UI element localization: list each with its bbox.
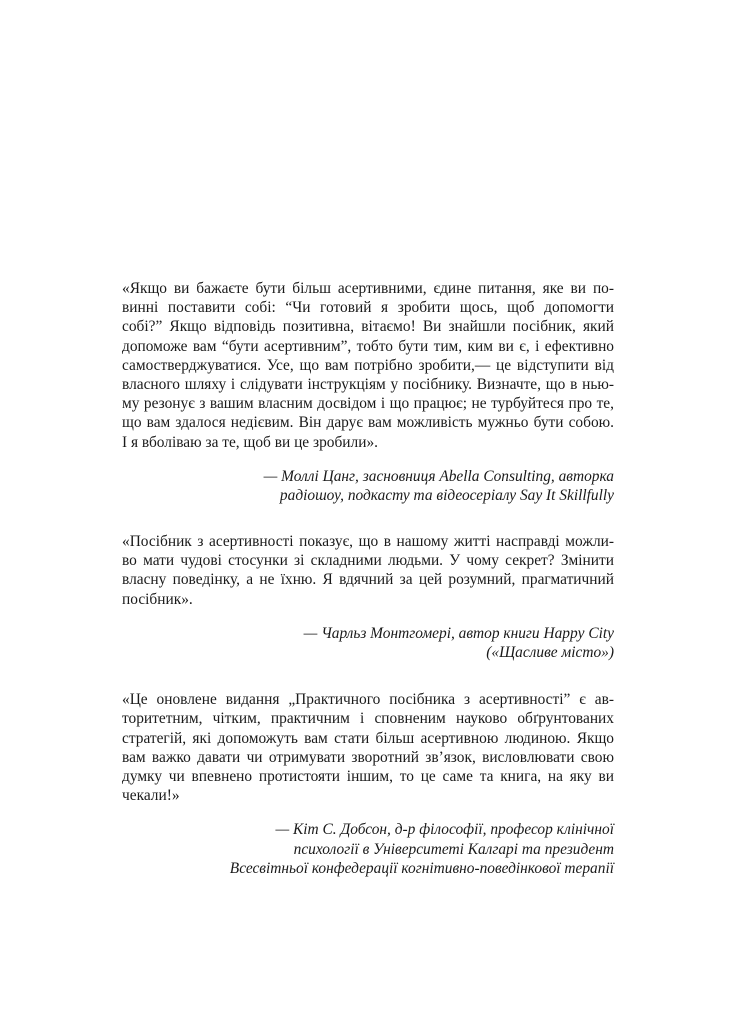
quote-line: торитетним, чітким, практичним і сповненим науково обґрунтованих: [122, 710, 614, 728]
quote-line: власну поведінку, а не їхню. Я вдячний за цей розумний, прагматичний: [122, 571, 614, 589]
quote-line: думку чи впевнено протистояти іншим, то це саме та книга, на яку ви: [122, 767, 614, 785]
attribution-line: Всесвітньої конфедерації когнітивно-поведінкової терапії: [229, 859, 614, 877]
quote-line: чекали!»: [122, 787, 180, 805]
quote-line: «Це оновлене видання „Практичного посібника з асертивності” є ав-: [122, 691, 614, 709]
testimonial-3: [122, 690, 614, 878]
quote-line: посібник».: [122, 590, 193, 608]
quote-line: винні поставити собі: “Чи готовий я зробити щось, щоб допомогти: [122, 299, 614, 317]
quote-line: стратегій, які допоможуть вам стати більш асертивною людиною. Якщо: [122, 729, 614, 747]
testimonial-attribution: [122, 820, 614, 878]
spacer: [122, 505, 614, 532]
attribution-line: радіошоу, подкасту та відеосеріалу Say It Skillfully: [279, 486, 614, 504]
quote-line: що вам здалося недієвим. Він дарує вам можливість мужньо бути собою.: [122, 414, 614, 432]
attribution-line: — Моллі Цанг, засновниця Abella Consulting, авторка: [263, 467, 614, 485]
testimonial-2: [122, 532, 614, 662]
quote-line: допоможе вам “бути асертивним”, тобто бути тим, ким ви є, і ефективно: [122, 337, 614, 355]
quote-line: собі?” Якщо відповідь позитивна, вітаємо! Ви знайшли посібник, який: [122, 318, 614, 336]
quote-line: І я вболіваю за те, щоб ви це зробили».: [122, 433, 378, 451]
quote-line: му резонує з вашим власним досвідом і що працює; не турбуйтеся про те,: [122, 395, 614, 413]
testimonials-section: [122, 279, 614, 878]
attribution-line: — Чарльз Монтгомері, автор книги Happy City: [303, 624, 614, 642]
quote-line: самостверджуватися. Усе, що вам потрібно зробити,— це відступити від: [122, 356, 614, 374]
testimonial-attribution: [122, 467, 614, 505]
attribution-line: психології в Університеті Калгарі та президент: [293, 840, 614, 858]
spacer: [122, 662, 614, 690]
quote-line: во мати чудові стосунки зі складними людьми. У чому секрет? Змінити: [122, 552, 614, 570]
attribution-line: — Кіт С. Добсон, д-р філософії, професор клінічної: [275, 821, 614, 839]
attribution-line: («Щасливе місто»): [486, 644, 614, 661]
quote-line: «Посібник з асертивності показує, що в нашому житті насправді можли-: [122, 533, 614, 551]
testimonial-1: [122, 279, 614, 505]
quote-line: власного шляху і слідувати інструкціям у посібнику. Визначте, що в нью-: [122, 375, 614, 393]
quote-line: «Якщо ви бажаєте бути більш асертивними, єдине питання, яке ви по-: [122, 280, 614, 297]
testimonial-attribution: [122, 624, 614, 662]
quote-line: вам важко давати чи отримувати зворотний зв’язок, висловлювати свою: [122, 748, 614, 766]
